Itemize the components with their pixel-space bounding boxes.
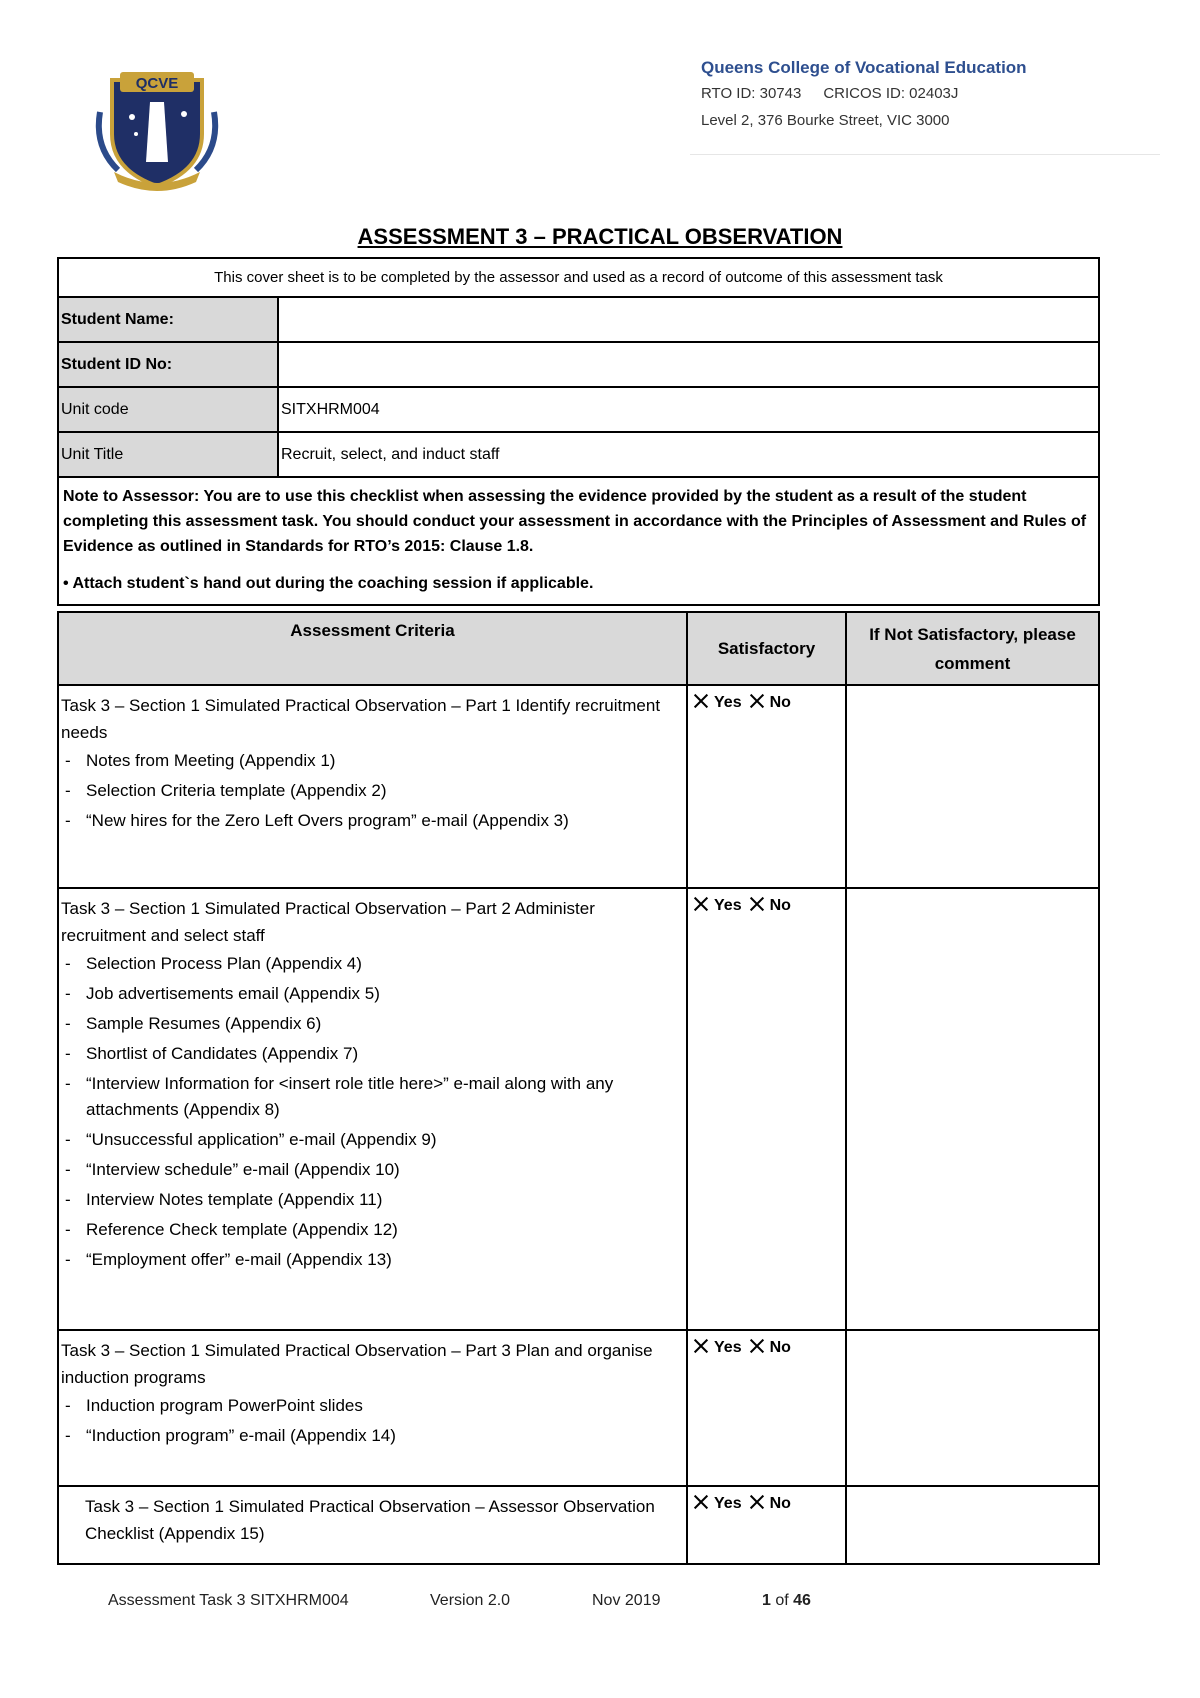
criteria-cell <box>58 685 687 888</box>
no-checkbox[interactable] <box>748 1493 766 1511</box>
evidence-list <box>61 746 682 836</box>
list-item: - Selection Criteria template (Appendix 2) <box>61 776 682 806</box>
evidence-list <box>61 1391 682 1451</box>
comment-field[interactable] <box>846 685 1099 888</box>
cover-sheet-table <box>57 257 1100 606</box>
no-checkbox[interactable] <box>748 895 766 913</box>
college-ids <box>701 80 1171 107</box>
no-label: No <box>769 897 791 914</box>
college-name: Queens College of Vocational Education <box>701 58 1027 77</box>
student-name-field[interactable] <box>278 297 1099 342</box>
yes-checkbox[interactable] <box>692 895 710 913</box>
header-satisfactory: Satisfactory <box>687 612 846 685</box>
criteria-cell <box>58 888 687 1330</box>
student-id-field[interactable] <box>278 342 1099 387</box>
criteria-cell <box>58 1486 687 1564</box>
assessor-note-text: Note to Assessor: You are to use this checklist when assessing the evidence provided by the student as a result of the student completing this assessment task. You should conduct your assessment in accordance with the Principles of Assessment and Rules of Evidence as outlined in Standards for RTO’s 2015: Clause 1.8. <box>63 488 1087 555</box>
footer-doc-name: Assessment Task 3 SITXHRM004 <box>108 1592 349 1609</box>
unit-title-label: Unit Title <box>58 432 278 477</box>
header-divider <box>690 154 1160 155</box>
satisfactory-cell <box>687 1486 846 1564</box>
page-current: 1 <box>762 1592 771 1609</box>
task-title: Task 3 – Section 1 Simulated Practical Observation – Part 3 Plan and organise induction programs <box>61 1341 653 1387</box>
footer-version: Version 2.0 <box>430 1592 511 1609</box>
task-title: Task 3 – Section 1 Simulated Practical Observation – Part 2 Administer recruitment and select staff <box>61 899 595 945</box>
yes-checkbox[interactable] <box>692 1493 710 1511</box>
no-checkbox[interactable] <box>748 1337 766 1355</box>
list-item: - Reference Check template (Appendix 12) <box>61 1215 682 1245</box>
college-info <box>701 56 1171 134</box>
cover-intro: This cover sheet is to be completed by the assessor and used as a record of outcome of this assessment task <box>58 258 1099 297</box>
satisfactory-cell <box>687 685 846 888</box>
comment-field[interactable] <box>846 1486 1099 1564</box>
assessor-note-bullet: • Attach student`s hand out during the coaching session if applicable. <box>63 575 594 592</box>
yes-checkbox[interactable] <box>692 1337 710 1355</box>
list-item: - Job advertisements email (Appendix 5) <box>61 979 682 1009</box>
list-item: - “Induction program” e-mail (Appendix 14) <box>61 1421 682 1451</box>
yes-label: Yes <box>714 1339 742 1356</box>
list-item: - Sample Resumes (Appendix 6) <box>61 1009 682 1039</box>
list-item: - “Interview schedule” e-mail (Appendix 10) <box>61 1155 682 1185</box>
table-row <box>58 888 1099 1330</box>
page-of: of <box>775 1592 789 1609</box>
assessment-criteria-table <box>57 611 1100 1565</box>
header-comment: If Not Satisfactory, please comment <box>846 612 1099 685</box>
table-row <box>58 1486 1099 1564</box>
task-title: Task 3 – Section 1 Simulated Practical Observation – Part 1 Identify recruitment needs <box>61 696 661 742</box>
list-item: - “Unsuccessful application” e-mail (Appendix 9) <box>61 1125 682 1155</box>
comment-field[interactable] <box>846 888 1099 1330</box>
yes-label: Yes <box>714 897 742 914</box>
no-label: No <box>769 1339 791 1356</box>
comment-field[interactable] <box>846 1330 1099 1486</box>
list-item: - Interview Notes template (Appendix 11) <box>61 1185 682 1215</box>
task-title: Task 3 – Section 1 Simulated Practical Observation – Assessor Observation Checklist (Appendix 15) <box>85 1497 655 1543</box>
footer-date: Nov 2019 <box>592 1592 661 1609</box>
rto-id: RTO ID: 30743 <box>701 85 802 102</box>
yes-label: Yes <box>714 694 742 711</box>
yes-label: Yes <box>714 1495 742 1512</box>
list-item: - “Employment offer” e-mail (Appendix 13) <box>61 1245 682 1275</box>
logo-letters: QCVE <box>135 75 179 92</box>
yes-checkbox[interactable] <box>692 692 710 710</box>
page-title: ASSESSMENT 3 – PRACTICAL OBSERVATION <box>357 224 843 249</box>
list-item: - Notes from Meeting (Appendix 1) <box>61 746 682 776</box>
no-label: No <box>769 1495 791 1512</box>
evidence-list <box>61 949 682 1275</box>
header-assessment-criteria: Assessment Criteria <box>58 612 687 685</box>
satisfactory-cell <box>687 888 846 1330</box>
unit-code-label: Unit code <box>58 387 278 432</box>
footer-page-number <box>762 1592 811 1610</box>
student-id-label: Student ID No: <box>58 342 278 387</box>
student-name-label: Student Name: <box>58 297 278 342</box>
page-total: 46 <box>793 1592 811 1609</box>
satisfactory-cell <box>687 1330 846 1486</box>
unit-code-value: SITXHRM004 <box>278 387 1099 432</box>
college-logo <box>92 62 222 192</box>
table-row <box>58 1330 1099 1486</box>
college-address: Level 2, 376 Bourke Street, VIC 3000 <box>701 112 950 129</box>
list-item: - Shortlist of Candidates (Appendix 7) <box>61 1039 682 1069</box>
no-label: No <box>769 694 791 711</box>
list-item: - “Interview Information for <insert role title here>” e-mail along with any attachments (Appendix 8) <box>61 1069 682 1125</box>
criteria-cell <box>58 1330 687 1486</box>
assessor-note <box>58 477 1099 605</box>
unit-title-value: Recruit, select, and induct staff <box>278 432 1099 477</box>
list-item: - “New hires for the Zero Left Overs program” e-mail (Appendix 3) <box>61 806 682 836</box>
no-checkbox[interactable] <box>748 692 766 710</box>
table-row <box>58 685 1099 888</box>
list-item: - Induction program PowerPoint slides <box>61 1391 682 1421</box>
list-item: - Selection Process Plan (Appendix 4) <box>61 949 682 979</box>
cricos-id: CRICOS ID: 02403J <box>823 85 959 102</box>
